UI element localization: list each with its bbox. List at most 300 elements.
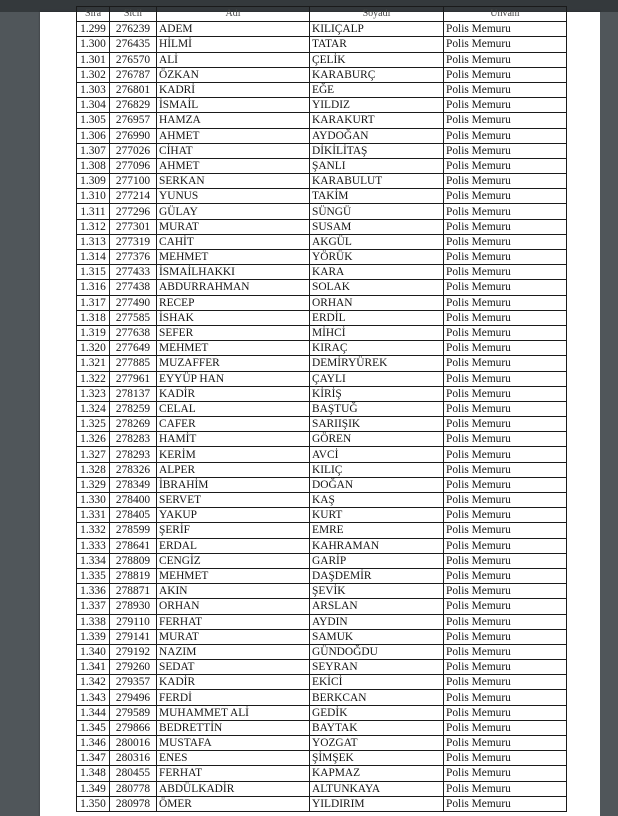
first-name: MUHAMMET ALİ [157, 705, 310, 720]
title: Polis Memuru [444, 599, 567, 614]
title: Polis Memuru [444, 447, 567, 462]
title: Polis Memuru [444, 67, 567, 82]
row-number: 1.330 [77, 493, 110, 508]
last-name: ÇELİK [310, 52, 444, 67]
first-name: CİHAT [157, 143, 310, 158]
row-number: 1.346 [77, 736, 110, 751]
last-name: YILDIZ [310, 98, 444, 113]
row-number: 1.327 [77, 447, 110, 462]
sicil-number: 279192 [110, 644, 157, 659]
row-number: 1.309 [77, 174, 110, 189]
last-name: SOLAK [310, 280, 444, 295]
title: Polis Memuru [444, 781, 567, 796]
table-row [77, 158, 567, 173]
sicil-number: 278137 [110, 386, 157, 401]
last-name: TAKİM [310, 189, 444, 204]
row-number: 1.318 [77, 310, 110, 325]
last-name: AYDOĞAN [310, 128, 444, 143]
sicil-number: 278405 [110, 508, 157, 523]
first-name: SEDAT [157, 660, 310, 675]
viewer-side-gutter [600, 12, 618, 816]
title: Polis Memuru [444, 523, 567, 538]
title: Polis Memuru [444, 22, 567, 37]
last-name: KAHRAMAN [310, 538, 444, 553]
row-number: 1.307 [77, 143, 110, 158]
row-number: 1.323 [77, 386, 110, 401]
table-row [77, 523, 567, 538]
title: Polis Memuru [444, 341, 567, 356]
first-name: GÜLAY [157, 204, 310, 219]
first-name: ALİ [157, 52, 310, 67]
row-number: 1.301 [77, 52, 110, 67]
table-row [77, 675, 567, 690]
last-name: KAŞ [310, 493, 444, 508]
last-name: KURT [310, 508, 444, 523]
sicil-number: 277319 [110, 234, 157, 249]
sicil-number: 276787 [110, 67, 157, 82]
row-number: 1.326 [77, 432, 110, 447]
table-row [77, 417, 567, 432]
first-name: AKIN [157, 584, 310, 599]
first-name: FERHAT [157, 766, 310, 781]
last-name: GÖREN [310, 432, 444, 447]
sicil-number: 278326 [110, 462, 157, 477]
last-name: EĞE [310, 82, 444, 97]
table-row [77, 568, 567, 583]
table-row [77, 52, 567, 67]
sicil-number: 278400 [110, 493, 157, 508]
last-name: GEDİK [310, 705, 444, 720]
sicil-number: 276957 [110, 113, 157, 128]
last-name: BERKCAN [310, 690, 444, 705]
first-name: KADİR [157, 386, 310, 401]
last-name: KIRAÇ [310, 341, 444, 356]
first-name: İSMAİLHAKKI [157, 265, 310, 280]
row-number: 1.319 [77, 325, 110, 340]
row-number: 1.306 [77, 128, 110, 143]
row-number: 1.349 [77, 781, 110, 796]
first-name: AHMET [157, 128, 310, 143]
table-row [77, 386, 567, 401]
last-name: SARIIŞIK [310, 417, 444, 432]
first-name: CAHİT [157, 234, 310, 249]
title: Polis Memuru [444, 690, 567, 705]
row-number: 1.314 [77, 250, 110, 265]
row-number: 1.316 [77, 280, 110, 295]
row-number: 1.337 [77, 599, 110, 614]
table-row [77, 796, 567, 811]
first-name: ABDÜLKADİR [157, 781, 310, 796]
sicil-number: 277438 [110, 280, 157, 295]
row-number: 1.343 [77, 690, 110, 705]
title: Polis Memuru [444, 158, 567, 173]
row-number: 1.324 [77, 401, 110, 416]
title: Polis Memuru [444, 401, 567, 416]
first-name: KADRİ [157, 82, 310, 97]
first-name: EYYÜP HAN [157, 371, 310, 386]
title: Polis Memuru [444, 204, 567, 219]
last-name: SAMUK [310, 629, 444, 644]
title: Polis Memuru [444, 614, 567, 629]
sicil-number: 278871 [110, 584, 157, 599]
first-name: SERKAN [157, 174, 310, 189]
sicil-number: 277961 [110, 371, 157, 386]
last-name: DİKİLİTAŞ [310, 143, 444, 158]
title: Polis Memuru [444, 660, 567, 675]
title: Polis Memuru [444, 98, 567, 113]
first-name: CENGİZ [157, 553, 310, 568]
first-name: KERİM [157, 447, 310, 462]
sicil-number: 278599 [110, 523, 157, 538]
title: Polis Memuru [444, 477, 567, 492]
title: Polis Memuru [444, 751, 567, 766]
header-sira: Sıra [77, 7, 110, 22]
sicil-number: 277638 [110, 325, 157, 340]
title: Polis Memuru [444, 325, 567, 340]
table-row [77, 37, 567, 52]
sicil-number: 277649 [110, 341, 157, 356]
row-number: 1.332 [77, 523, 110, 538]
last-name: DAŞDEMİR [310, 568, 444, 583]
title: Polis Memuru [444, 417, 567, 432]
sicil-number: 277026 [110, 143, 157, 158]
title: Polis Memuru [444, 796, 567, 811]
title: Polis Memuru [444, 720, 567, 735]
table-row [77, 356, 567, 371]
first-name: ERDAL [157, 538, 310, 553]
table-row [77, 508, 567, 523]
last-name: AVCİ [310, 447, 444, 462]
first-name: SEFER [157, 325, 310, 340]
sicil-number: 280455 [110, 766, 157, 781]
sicil-number: 276239 [110, 22, 157, 37]
table-row [77, 584, 567, 599]
table-row [77, 538, 567, 553]
first-name: MURAT [157, 629, 310, 644]
row-number: 1.325 [77, 417, 110, 432]
sicil-number: 279260 [110, 660, 157, 675]
table-row [77, 493, 567, 508]
first-name: MUZAFFER [157, 356, 310, 371]
title: Polis Memuru [444, 386, 567, 401]
title: Polis Memuru [444, 371, 567, 386]
table-row [77, 234, 567, 249]
header-adi: Adı [157, 7, 310, 22]
table-row [77, 310, 567, 325]
sicil-number: 279866 [110, 720, 157, 735]
title: Polis Memuru [444, 174, 567, 189]
sicil-number: 277376 [110, 250, 157, 265]
last-name: BAŞTUĞ [310, 401, 444, 416]
row-number: 1.303 [77, 82, 110, 97]
row-number: 1.300 [77, 37, 110, 52]
header-sicil: Sicil [110, 7, 157, 22]
row-number: 1.299 [77, 22, 110, 37]
first-name: CAFER [157, 417, 310, 432]
last-name: ÇAYLI [310, 371, 444, 386]
last-name: KARAKURT [310, 113, 444, 128]
title: Polis Memuru [444, 553, 567, 568]
first-name: KADİR [157, 675, 310, 690]
first-name: ABDURRAHMAN [157, 280, 310, 295]
last-name: SÜNGÜ [310, 204, 444, 219]
row-number: 1.339 [77, 629, 110, 644]
last-name: KARA [310, 265, 444, 280]
sicil-number: 277433 [110, 265, 157, 280]
row-number: 1.320 [77, 341, 110, 356]
sicil-number: 278641 [110, 538, 157, 553]
document-page [40, 8, 600, 816]
row-number: 1.344 [77, 705, 110, 720]
last-name: BAYTAK [310, 720, 444, 735]
title: Polis Memuru [444, 52, 567, 67]
table-row [77, 250, 567, 265]
first-name: MUSTAFA [157, 736, 310, 751]
first-name: CELAL [157, 401, 310, 416]
row-number: 1.341 [77, 660, 110, 675]
title: Polis Memuru [444, 584, 567, 599]
last-name: EMRE [310, 523, 444, 538]
last-name: MİHCİ [310, 325, 444, 340]
first-name: ALPER [157, 462, 310, 477]
first-name: ÖMER [157, 796, 310, 811]
title: Polis Memuru [444, 310, 567, 325]
first-name: SERVET [157, 493, 310, 508]
first-name: MEHMET [157, 250, 310, 265]
title: Polis Memuru [444, 705, 567, 720]
first-name: ŞERİF [157, 523, 310, 538]
first-name: ENES [157, 751, 310, 766]
sicil-number: 277490 [110, 295, 157, 310]
sicil-number: 277296 [110, 204, 157, 219]
row-number: 1.334 [77, 553, 110, 568]
title: Polis Memuru [444, 629, 567, 644]
table-row [77, 401, 567, 416]
last-name: SEYRAN [310, 660, 444, 675]
last-name: YÖRÜK [310, 250, 444, 265]
table-row [77, 644, 567, 659]
table-row [77, 371, 567, 386]
last-name: ERDİL [310, 310, 444, 325]
table-row [77, 720, 567, 735]
table-row [77, 690, 567, 705]
title: Polis Memuru [444, 493, 567, 508]
first-name: NAZIM [157, 644, 310, 659]
title: Polis Memuru [444, 295, 567, 310]
title: Polis Memuru [444, 644, 567, 659]
last-name: AKGÜL [310, 234, 444, 249]
row-number: 1.317 [77, 295, 110, 310]
first-name: HİLMİ [157, 37, 310, 52]
row-number: 1.312 [77, 219, 110, 234]
table-row [77, 143, 567, 158]
row-number: 1.310 [77, 189, 110, 204]
sicil-number: 278930 [110, 599, 157, 614]
table-header-row [77, 7, 567, 22]
row-number: 1.342 [77, 675, 110, 690]
header-unvani: Unvanı [444, 7, 567, 22]
title: Polis Memuru [444, 462, 567, 477]
last-name: SUSAM [310, 219, 444, 234]
last-name: YILDIRIM [310, 796, 444, 811]
last-name: ŞEVİK [310, 584, 444, 599]
title: Polis Memuru [444, 736, 567, 751]
row-number: 1.347 [77, 751, 110, 766]
last-name: GÜNDOĞDU [310, 644, 444, 659]
last-name: YOZGAT [310, 736, 444, 751]
table-row [77, 67, 567, 82]
last-name: ALTUNKAYA [310, 781, 444, 796]
sicil-number: 277585 [110, 310, 157, 325]
sicil-number: 277100 [110, 174, 157, 189]
table-row [77, 705, 567, 720]
sicil-number: 278293 [110, 447, 157, 462]
table-row [77, 751, 567, 766]
sicil-number: 276570 [110, 52, 157, 67]
sicil-number: 280316 [110, 751, 157, 766]
title: Polis Memuru [444, 280, 567, 295]
first-name: YAKUP [157, 508, 310, 523]
table-row [77, 341, 567, 356]
table-row [77, 599, 567, 614]
table-row [77, 22, 567, 37]
table-row [77, 204, 567, 219]
row-number: 1.331 [77, 508, 110, 523]
title: Polis Memuru [444, 219, 567, 234]
sicil-number: 280978 [110, 796, 157, 811]
last-name: TATAR [310, 37, 444, 52]
table-row [77, 781, 567, 796]
table-row [77, 128, 567, 143]
row-number: 1.329 [77, 477, 110, 492]
last-name: ORHAN [310, 295, 444, 310]
last-name: ŞANLI [310, 158, 444, 173]
sicil-number: 277301 [110, 219, 157, 234]
title: Polis Memuru [444, 37, 567, 52]
sicil-number: 276990 [110, 128, 157, 143]
title: Polis Memuru [444, 766, 567, 781]
table-row [77, 219, 567, 234]
title: Polis Memuru [444, 432, 567, 447]
last-name: DEMİRYÜREK [310, 356, 444, 371]
last-name: ARSLAN [310, 599, 444, 614]
first-name: HAMİT [157, 432, 310, 447]
sicil-number: 276801 [110, 82, 157, 97]
title: Polis Memuru [444, 265, 567, 280]
table-row [77, 265, 567, 280]
title: Polis Memuru [444, 250, 567, 265]
table-row [77, 660, 567, 675]
sicil-number: 278283 [110, 432, 157, 447]
sicil-number: 276829 [110, 98, 157, 113]
sicil-number: 280016 [110, 736, 157, 751]
row-number: 1.302 [77, 67, 110, 82]
sicil-number: 280778 [110, 781, 157, 796]
table-row [77, 447, 567, 462]
title: Polis Memuru [444, 82, 567, 97]
table-row [77, 98, 567, 113]
title: Polis Memuru [444, 675, 567, 690]
row-number: 1.311 [77, 204, 110, 219]
row-number: 1.350 [77, 796, 110, 811]
first-name: AHMET [157, 158, 310, 173]
last-name: KILIÇALP [310, 22, 444, 37]
table-row [77, 280, 567, 295]
first-name: İSMAİL [157, 98, 310, 113]
first-name: FERHAT [157, 614, 310, 629]
row-number: 1.313 [77, 234, 110, 249]
row-number: 1.305 [77, 113, 110, 128]
personnel-table [76, 6, 567, 812]
last-name: KARABURÇ [310, 67, 444, 82]
table-row [77, 113, 567, 128]
last-name: AYDIN [310, 614, 444, 629]
sicil-number: 278259 [110, 401, 157, 416]
first-name: BEDRETTİN [157, 720, 310, 735]
sicil-number: 277885 [110, 356, 157, 371]
sicil-number: 278819 [110, 568, 157, 583]
table-row [77, 189, 567, 204]
row-number: 1.345 [77, 720, 110, 735]
title: Polis Memuru [444, 128, 567, 143]
sicil-number: 277214 [110, 189, 157, 204]
title: Polis Memuru [444, 234, 567, 249]
row-number: 1.304 [77, 98, 110, 113]
last-name: KILIÇ [310, 462, 444, 477]
table-row [77, 432, 567, 447]
last-name: DOĞAN [310, 477, 444, 492]
first-name: ORHAN [157, 599, 310, 614]
first-name: MEHMET [157, 341, 310, 356]
header-soyadi: Soyadı [310, 7, 444, 22]
title: Polis Memuru [444, 538, 567, 553]
first-name: İSHAK [157, 310, 310, 325]
sicil-number: 278349 [110, 477, 157, 492]
table-row [77, 736, 567, 751]
table-row [77, 174, 567, 189]
table-row [77, 462, 567, 477]
title: Polis Memuru [444, 143, 567, 158]
row-number: 1.328 [77, 462, 110, 477]
row-number: 1.336 [77, 584, 110, 599]
table-row [77, 325, 567, 340]
table-row [77, 553, 567, 568]
last-name: KİRİŞ [310, 386, 444, 401]
row-number: 1.308 [77, 158, 110, 173]
last-name: EKİCİ [310, 675, 444, 690]
sicil-number: 279357 [110, 675, 157, 690]
first-name: HAMZA [157, 113, 310, 128]
last-name: ŞİMŞEK [310, 751, 444, 766]
sicil-number: 276435 [110, 37, 157, 52]
row-number: 1.321 [77, 356, 110, 371]
sicil-number: 278269 [110, 417, 157, 432]
title: Polis Memuru [444, 356, 567, 371]
first-name: YUNUS [157, 189, 310, 204]
sicil-number: 279589 [110, 705, 157, 720]
sicil-number: 279141 [110, 629, 157, 644]
last-name: KARABULUT [310, 174, 444, 189]
row-number: 1.335 [77, 568, 110, 583]
sicil-number: 279110 [110, 614, 157, 629]
table-row [77, 477, 567, 492]
table-row [77, 295, 567, 310]
sicil-number: 278809 [110, 553, 157, 568]
first-name: ÖZKAN [157, 67, 310, 82]
first-name: FERDİ [157, 690, 310, 705]
row-number: 1.322 [77, 371, 110, 386]
row-number: 1.315 [77, 265, 110, 280]
